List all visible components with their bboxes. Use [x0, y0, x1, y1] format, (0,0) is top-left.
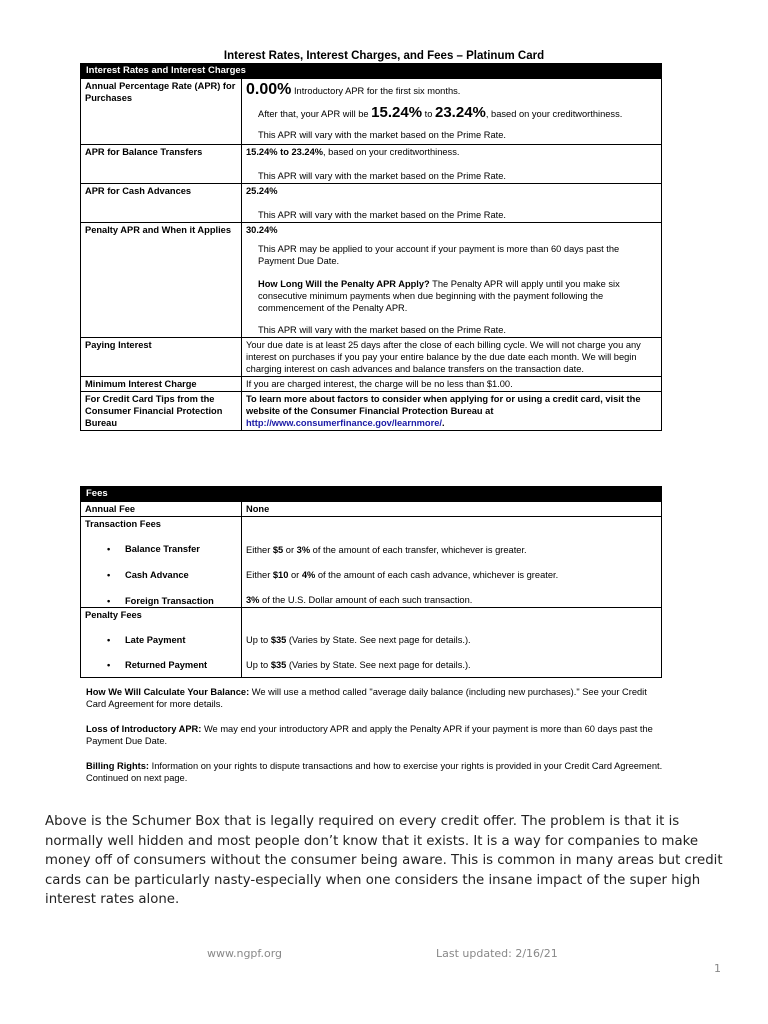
transaction-item-label: Balance Transfer: [125, 544, 200, 554]
rate-low: 15.24%: [371, 104, 423, 121]
transaction-item-label: Foreign Transaction: [125, 596, 214, 606]
document-title: Interest Rates, Interest Charges, and Fees – Platinum Card: [223, 50, 545, 62]
penalty-fees-cell: [81, 608, 242, 678]
fee-text: Either: [246, 545, 273, 555]
fee-text: of the amount of each transfer, whichever is greater.: [310, 545, 527, 555]
transaction-fees-values: [242, 517, 662, 608]
minimum-interest-label: Minimum Interest Charge: [81, 377, 242, 392]
fee-text: Up to: [246, 635, 271, 645]
after-intro-suffix: , based on your creditworthiness.: [485, 109, 623, 119]
calc-balance-note: [86, 686, 666, 710]
body-paragraph: Above is the Schumer Box that is legally required on every credit offer. The problem is that it is normally well hidden and most people don’t know that it exists. It is a way for companies to make money off of consumers without the consumer being aware. This is common in many areas but credit cards can be particularly nasty-especially when one considers the insane impact of the super high interest rates alone.: [45, 814, 723, 907]
penalty-item: • Late Payment: [107, 635, 186, 645]
fees-header: Fees: [81, 487, 662, 502]
cfpb-link[interactable]: http://www.consumerfinance.gov/learnmore/: [246, 418, 442, 428]
cash-advance-apr-value: [242, 184, 662, 223]
penalty-item-label: Late Payment: [125, 635, 186, 645]
cash-advance-apr-label: APR for Cash Advances: [81, 184, 242, 223]
transaction-fee-value: [246, 594, 657, 606]
balance-transfer-apr-value: [242, 145, 662, 184]
transaction-fee-value: [246, 569, 657, 581]
paying-interest-label: Paying Interest: [81, 338, 242, 377]
penalty-fees-row: [81, 608, 662, 678]
annual-fee-value: None: [242, 502, 662, 517]
after-intro-text: After that, your APR will be: [258, 109, 369, 119]
purchase-apr-value: [242, 79, 662, 145]
penalty-fee-value: [246, 659, 657, 671]
rate-to: to: [424, 109, 433, 119]
transaction-fee-value: [246, 544, 657, 556]
interest-rates-header: Interest Rates and Interest Charges: [81, 64, 662, 79]
balance-transfer-rate: 15.24% to 23.24%: [246, 147, 324, 157]
cfpb-link-period: .: [441, 418, 445, 428]
penalty-how-long-label: How Long Will the Penalty APR Apply?: [258, 279, 430, 289]
transaction-fees-label: Transaction Fees: [85, 519, 161, 529]
penalty-fees-values: [242, 608, 662, 678]
cfpb-tips-row: [81, 392, 662, 431]
fee-amount: $5: [272, 545, 284, 555]
purchase-apr-row: [81, 79, 662, 145]
fee-amount: $35: [270, 660, 287, 670]
fee-text: or: [283, 545, 297, 555]
balance-transfer-apr-label: APR for Balance Transfers: [81, 145, 242, 184]
loss-intro-label: Loss of Introductory APR:: [86, 724, 202, 734]
interest-rates-table: [80, 63, 662, 431]
cfpb-tips-text: To learn more about factors to consider when applying for or using a credit card, visit the website of the Consumer Financial Protection Bureau at: [246, 394, 641, 416]
fee-text: of the amount of each cash advance, whichever is greater.: [315, 570, 559, 580]
balance-transfer-suffix: , based on your creditworthiness.: [323, 147, 460, 157]
purchase-apr-label: Annual Percentage Rate (APR) for Purchases: [81, 79, 242, 145]
purchase-vary-text: This APR will vary with the market based on the Prime Rate.: [258, 130, 507, 140]
billing-rights-note: [86, 760, 666, 784]
penalty-fee-value: [246, 634, 657, 646]
transaction-fees-cell: [81, 517, 242, 608]
penalty-applies-text: This APR may be applied to your account if your payment is more than 60 days past the Payment Due Date.: [258, 244, 620, 266]
intro-rate: 0.00%: [246, 81, 292, 98]
rate-high: 23.24%: [435, 104, 486, 121]
fees-table: [80, 486, 662, 678]
cash-advance-apr-row: [81, 184, 662, 223]
transaction-item: • Foreign Transaction: [107, 596, 214, 606]
fee-amount: $10: [272, 570, 289, 580]
billing-rights-label: Billing Rights:: [86, 761, 150, 771]
fee-text: (Varies by State. See next page for details.).: [286, 660, 471, 670]
calc-balance-text: We will use a method called "average daily balance (including new purchases)." See your Credit Card Agreement for more details.: [86, 687, 647, 709]
penalty-how-long-text: The Penalty APR will apply until you make six consecutive minimum payments when due beginning with the payment following the commencement of the Penalty APR.: [258, 279, 620, 313]
transaction-fees-row: [81, 517, 662, 608]
fee-text: (Varies by State. See next page for details.).: [286, 635, 471, 645]
continued-text: Continued on next page.: [86, 773, 188, 783]
billing-rights-text: Information on your rights to dispute transactions and how to exercise your rights is provided in your Credit Card Agreement.: [151, 761, 663, 771]
footer-last-updated: Last updated: 2/16/21: [436, 947, 558, 960]
fee-text: Up to: [246, 660, 271, 670]
page-number: 1: [714, 962, 721, 975]
penalty-vary-text: This APR will vary with the market based on the Prime Rate.: [258, 325, 507, 335]
minimum-interest-row: [81, 377, 662, 392]
fee-percent: 3%: [296, 545, 311, 555]
fee-text: Either: [246, 570, 273, 580]
transaction-item: • Balance Transfer: [107, 544, 200, 554]
cash-vary-text: This APR will vary with the market based on the Prime Rate.: [258, 210, 507, 220]
minimum-interest-text: If you are charged interest, the charge will be no less than $1.00.: [242, 377, 662, 392]
fee-text: of the U.S. Dollar amount of each such transaction.: [259, 595, 473, 605]
fee-percent: 4%: [301, 570, 316, 580]
cash-advance-rate: 25.24%: [246, 186, 278, 196]
penalty-fees-label: Penalty Fees: [85, 610, 142, 620]
annual-fee-label: Annual Fee: [81, 502, 242, 517]
penalty-apr-label: Penalty APR and When it Applies: [81, 223, 242, 338]
calc-balance-label: How We Will Calculate Your Balance:: [86, 687, 250, 697]
fee-text: or: [288, 570, 302, 580]
balance-transfer-apr-row: [81, 145, 662, 184]
penalty-apr-row: [81, 223, 662, 338]
annual-fee-row: [81, 502, 662, 517]
fee-percent: 3%: [246, 595, 260, 605]
intro-rate-text: Introductory APR for the first six months.: [293, 86, 461, 96]
penalty-apr-value: [242, 223, 662, 338]
penalty-item: • Returned Payment: [107, 660, 208, 670]
cfpb-tips-label: For Credit Card Tips from the Consumer Financial Protection Bureau: [81, 392, 242, 431]
cfpb-tips-value: [242, 392, 662, 431]
penalty-item-label: Returned Payment: [125, 660, 208, 670]
penalty-rate: 30.24%: [246, 225, 278, 235]
loss-intro-note: [86, 723, 666, 747]
fee-amount: $35: [270, 635, 287, 645]
transaction-item-label: Cash Advance: [125, 570, 189, 580]
disclosure-notes: [86, 686, 666, 784]
paying-interest-text: Your due date is at least 25 days after the close of each billing cycle. We will not charge you any interest on purchases if you pay your entire balance by the due date each month. We will begin charging interest on cash advances and balance transfers on the transaction date.: [242, 338, 662, 377]
paying-interest-row: [81, 338, 662, 377]
transaction-item: • Cash Advance: [107, 570, 189, 580]
loss-intro-text: We may end your introductory APR and apply the Penalty APR if your payment is more than 60 days past the Payment Due Date.: [86, 724, 653, 746]
footer-website: www.ngpf.org: [207, 947, 283, 960]
balance-vary-text: This APR will vary with the market based on the Prime Rate.: [258, 171, 507, 181]
